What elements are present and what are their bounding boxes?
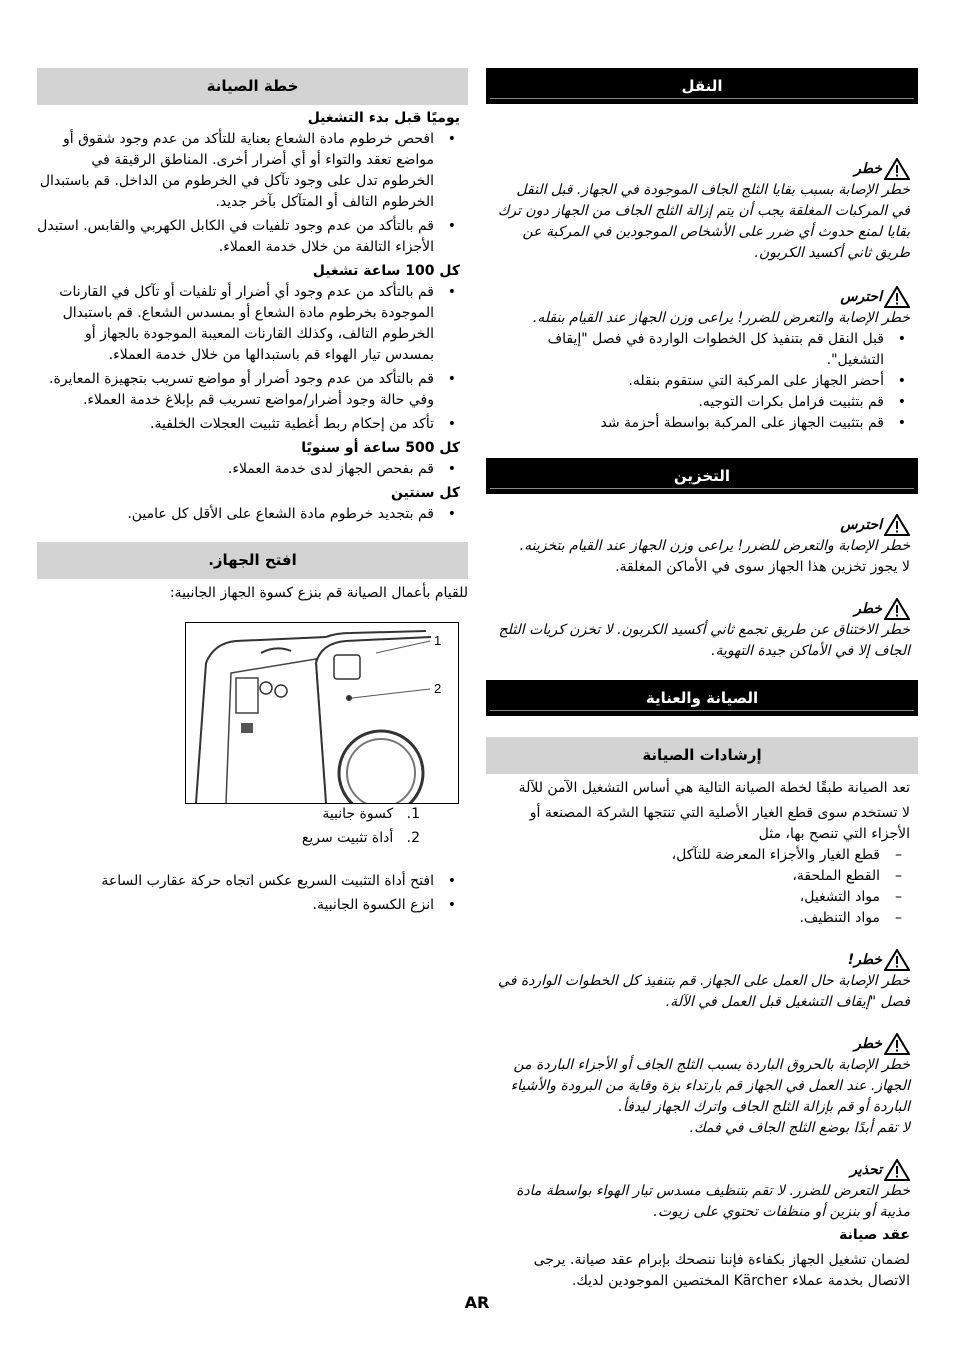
figure-legend [37, 804, 460, 849]
caution-text: خطر الإصابة والتعرض للضرر! يراعى وزن الجهاز عند القيام بتخزينه. [519, 538, 910, 554]
transport-steps [486, 329, 910, 434]
interval-heading: يوميًا قبل بدء التشغيل [307, 110, 460, 126]
list-item: • قم بالتأكد من عدم وجود أضرار أو مواضع تسريب بتجهيزة المعايرة. وفي حالة وجود أضرار/مواضع تسريب قم بإبلاغ خدمة العملاء. [37, 369, 434, 411]
legend-item [37, 804, 420, 825]
hours500-tasks [37, 459, 460, 480]
list-item: – القطع الملحقة، [486, 866, 880, 887]
warning-triangle-icon [884, 1033, 910, 1055]
danger-heading: خطر! [847, 951, 882, 968]
list-item: • قم بتثبيت فرامل بكرات التوجيه. [486, 392, 884, 413]
list-item: • قم بفحص الجهاز لدى خدمة العملاء. [37, 459, 434, 480]
section-title-maintenance: الصيانة والعناية [486, 680, 918, 716]
callout-1: 1 [434, 633, 442, 648]
device-side-panel-figure [185, 622, 459, 804]
list-item: • قم بتجديد خرطوم مادة الشعاع على الأقل كل عامين. [37, 504, 434, 525]
legend-num: 2. [406, 830, 420, 846]
danger-notice [494, 158, 910, 264]
list-item: – مواد التنظيف. [486, 908, 880, 929]
list-item: • قم بتثبيت الجهاز على المركبة بواسطة أحزمة شد [486, 413, 884, 434]
caution-heading: احترس [840, 516, 882, 533]
caution-heading: احترس [840, 288, 882, 305]
list-item: • قبل النقل قم بتنفيذ كل الخطوات الواردة في فصل "إيقاف التشغيل". [486, 329, 884, 371]
danger-text: خطر الاختناق عن طريق تجمع ثاني أكسيد الكربون. لا تخزن كريات الثلج الجاف إلا في الأماكن جيدة التهوية. [498, 622, 910, 659]
left-column [37, 68, 468, 916]
right-column [486, 68, 918, 1292]
legend-num: 1. [406, 806, 420, 822]
list-item: • قم بالتأكد من عدم وجود تلفيات في الكابل الكهربي والقابس. استبدل الأجزاء التالفة من خلال خدمة العملاء. [37, 216, 434, 258]
device-illustration [186, 623, 458, 803]
legend-text: كسوة جانبية [322, 806, 394, 822]
list-item: – مواد التشغيل، [486, 887, 880, 908]
hours100-tasks [37, 282, 460, 435]
danger-heading: خطر [854, 1035, 882, 1052]
contract-text: لضمان تشغيل الجهاز بكفاءة فإننا ننصحك بإبرام عقد صيانة. يرجى الاتصال بخدمة عملاء Kärcher المختصين الموجودين لديك. [533, 1252, 910, 1289]
list-item: • أحضر الجهاز على المركبة التي ستقوم بنقله. [486, 371, 884, 392]
danger-heading: خطر [854, 600, 882, 617]
paragraph: لا تستخدم سوى قطع الغيار الأصلية التي تنتجها الشركة المصنعة أو الأجزاء التي تنصح بها، مثل [529, 805, 910, 842]
danger-notice [494, 949, 910, 1013]
danger-text: خطر الإصابة حال العمل على الجهاز. قم بتنفيذ كل الخطوات الواردة في فصل "إيقاف التشغيل قبل العمل في الآلة. [498, 973, 910, 1010]
list-item: – قطع الغيار والأجزاء المعرضة للتآكل، [486, 845, 880, 866]
list-item: • افتح أداة التثبيت السريع عكس اتجاه حركة عقارب الساعة [37, 871, 434, 892]
warning-triangle-icon [884, 598, 910, 620]
caution-notice [494, 286, 910, 329]
interval-heading: كل سنتين [390, 485, 460, 501]
contract-heading: عقد صيانة [839, 1227, 910, 1243]
interval-heading: كل 500 ساعة أو سنويًا [301, 440, 460, 456]
two-year-tasks [37, 504, 460, 525]
legend-item [37, 828, 420, 849]
legend-text: أداة تثبيت سريع [301, 830, 394, 846]
section-title-storage: التخزين [486, 458, 918, 494]
danger-text: خطر الإصابة بسبب بقايا الثلج الجاف الموجودة في الجهاز. قبل النقل في المركبات المغلقة يجب أن يتم إزالة الثلج الجاف من الجهاز دون ترك بقايا لمنع حدوث أي ضرر على الأشخاص الموجودين في المركبة عن طريق ثاني أكسيد الكربون. [497, 182, 910, 261]
danger-heading: خطر [854, 160, 882, 177]
section-title-maintenance-plan: خطة الصيانة [37, 68, 468, 105]
intro-text: للقيام بأعمال الصيانة قم بنزع كسوة الجهاز الجانبية: [169, 585, 468, 601]
warning-triangle-icon [884, 286, 910, 308]
danger-extra-text: لا تقم أبدًا بوضع الثلج الجاف في فمك. [689, 1120, 910, 1136]
warning-heading: تحذير [850, 1161, 882, 1178]
list-item: • تأكد من إحكام ربط أغطية تثبيت العجلات الخلفية. [37, 414, 434, 435]
warning-triangle-icon [884, 1159, 910, 1181]
storage-note: لا يجوز تخزين هذا الجهاز سوى في الأماكن المغلقة. [615, 559, 910, 575]
page-language-code: AR [464, 1293, 490, 1312]
list-item: • قم بالتأكد من عدم وجود أي أضرار أو تلفيات أو تآكل في القارنات الموجودة بخرطوم مادة الشعاع أو بمسدس الشعاع. قم باستبدال الخرطوم التالف، وكذلك القارنات المعيبة الموجودة بالجهاز أو بمسدس تيار الهواء قم باستبدالها من خلال خدمة العملاء. [37, 282, 434, 366]
warning-triangle-icon [884, 158, 910, 180]
open-steps [37, 871, 460, 916]
list-item: • انزع الكسوة الجانبية. [37, 895, 434, 916]
paragraph: تعد الصيانة طبقًا لخطة الصيانة التالية هي أساس التشغيل الآمن للآلة [518, 780, 910, 796]
warning-triangle-icon [884, 514, 910, 536]
danger-notice [494, 598, 910, 662]
daily-tasks [37, 129, 460, 258]
list-item: • افحص خرطوم مادة الشعاع بعناية للتأكد من عدم وجود شقوق أو مواضع تعقد والتواء أو أي أضرار أخرى. المناطق الرقيقة في الخرطوم تدل على وجود تآكل في الخرطوم من الداخل. قم باستبدال الخرطوم التالف أو المتآكل بآخر جديد. [37, 129, 434, 213]
section-title-open-device: افتح الجهاز. [37, 542, 468, 579]
parts-list [486, 845, 910, 929]
danger-notice [494, 1033, 910, 1139]
callout-2: 2 [434, 681, 442, 696]
subsection-title: إرشادات الصيانة [486, 737, 918, 774]
caution-text: خطر الإصابة والتعرض للضرر! يراعى وزن الجهاز عند القيام بنقله. [532, 310, 910, 326]
interval-heading: كل 100 ساعة تشغيل [312, 263, 460, 279]
warning-text: خطر التعرض للضرر. لا تقم بتنظيف مسدس تيار الهواء بواسطة مادة مذيبة أو بنزين أو منظفات تحتوي على زيوت. [516, 1183, 910, 1220]
danger-text: خطر الإصابة بالحروق الباردة بسبب الثلج الجاف أو الأجزاء الباردة من الجهاز. عند العمل في الجهاز قم بارتداء بزة وقاية من البرودة والأشياء الباردة أو قم بإزالة الثلج الجاف واترك الجهاز ليدفأ. [510, 1057, 910, 1115]
caution-notice [494, 514, 910, 578]
warning-notice [494, 1159, 910, 1292]
warning-triangle-icon [884, 949, 910, 971]
section-title-transport: النقل [486, 68, 918, 104]
